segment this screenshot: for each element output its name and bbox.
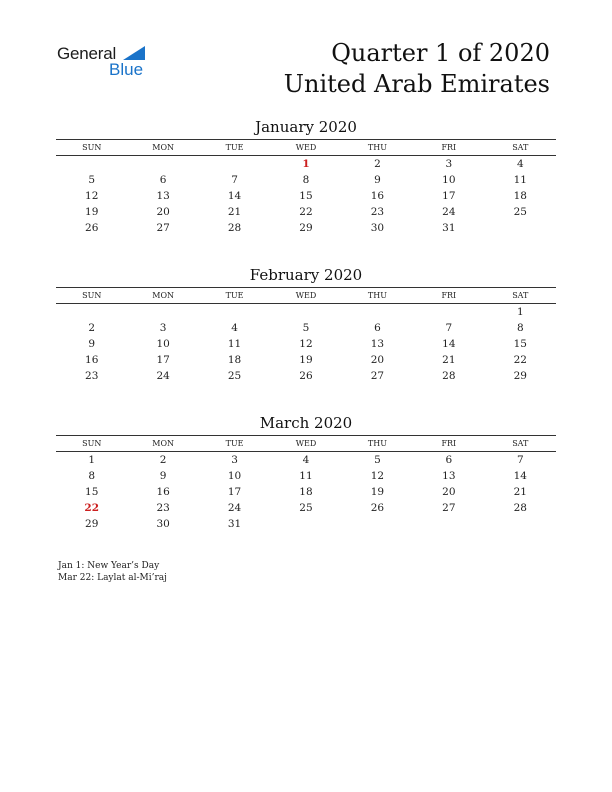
day-cell: 16: [85, 354, 99, 366]
week-row: [56, 204, 556, 220]
weekday-label: SUN: [82, 439, 102, 448]
day-cell: 15: [513, 338, 527, 350]
day-cell: 13: [442, 470, 456, 482]
weekday-label: SUN: [82, 291, 102, 300]
day-cell: 19: [85, 206, 99, 218]
day-cell: 17: [442, 190, 456, 202]
day-cell: 14: [442, 338, 456, 350]
holiday-notes: [58, 560, 167, 584]
empty-day-cell: [56, 156, 127, 172]
day-cell: 16: [156, 486, 170, 498]
month-grid: [56, 452, 556, 532]
day-cell: 7: [231, 174, 238, 186]
weekday-header: [56, 287, 556, 304]
day-cell: 30: [370, 222, 385, 234]
week-row: [56, 320, 556, 336]
title-quarter: Quarter 1 of 2020: [331, 39, 550, 67]
day-cell: 10: [156, 338, 170, 350]
weekday-label: TUE: [225, 291, 244, 300]
week-row: [56, 172, 556, 188]
day-cell: 24: [442, 206, 456, 218]
day-cell: 31: [227, 518, 242, 530]
week-row: [56, 484, 556, 500]
generalblue-logo: [57, 44, 157, 82]
day-cell: 4: [302, 454, 310, 466]
day-cell: 27: [442, 502, 456, 514]
weekday-label: FRI: [441, 291, 457, 300]
week-row: [56, 452, 556, 468]
day-cell: 3: [445, 158, 453, 170]
day-cell: 25: [299, 502, 313, 514]
day-cell: 29: [513, 370, 527, 382]
day-cell: 11: [299, 470, 313, 482]
day-cell: 22: [299, 206, 313, 218]
day-cell: 20: [370, 354, 385, 366]
day-cell: 13: [156, 190, 170, 202]
day-cell: 22: [513, 354, 527, 366]
day-cell: 14: [513, 470, 527, 482]
day-cell: 17: [156, 354, 170, 366]
day-cell: 18: [227, 354, 242, 366]
day-cell: 22: [84, 502, 100, 514]
day-cell: 12: [370, 470, 385, 482]
day-cell: 8: [88, 470, 96, 482]
day-cell: 11: [513, 174, 527, 186]
month-title: March 2020: [259, 414, 353, 432]
day-cell: 31: [442, 222, 456, 234]
day-cell: 29: [85, 518, 99, 530]
day-cell: 4: [516, 158, 524, 170]
day-cell: 27: [156, 222, 170, 234]
weekday-label: MON: [152, 291, 174, 300]
weekday-label: SUN: [82, 143, 102, 152]
weekday-label: MON: [152, 439, 174, 448]
day-cell: 28: [227, 222, 242, 234]
day-cell: 10: [442, 174, 456, 186]
day-cell: 9: [88, 338, 96, 350]
empty-day-cell: [413, 516, 484, 532]
page-title: [284, 38, 550, 100]
weekday-label: THU: [367, 143, 387, 152]
empty-day-cell: [342, 304, 413, 320]
weekday-label: THU: [367, 439, 387, 448]
day-cell: 25: [227, 370, 242, 382]
empty-day-cell: [485, 220, 556, 236]
day-cell: 1: [516, 306, 524, 318]
day-cell: 15: [299, 190, 313, 202]
logo-text-general: General: [57, 44, 117, 63]
weekday-label: WED: [295, 439, 317, 448]
week-row: [56, 516, 556, 532]
day-cell: 14: [227, 190, 242, 202]
day-cell: 20: [156, 206, 170, 218]
weekday-label: SAT: [512, 143, 529, 152]
day-cell: 23: [85, 370, 99, 382]
day-cell: 21: [227, 206, 242, 218]
weekday-label: FRI: [441, 143, 457, 152]
day-cell: 18: [513, 190, 527, 202]
day-cell: 20: [442, 486, 456, 498]
day-cell: 5: [374, 454, 381, 466]
weekday-label: TUE: [225, 143, 244, 152]
day-cell: 24: [156, 370, 170, 382]
empty-day-cell: [199, 156, 270, 172]
week-row: [56, 336, 556, 352]
day-cell: 2: [374, 158, 381, 170]
day-cell: 28: [442, 370, 456, 382]
empty-day-cell: [199, 304, 270, 320]
month-january: [56, 117, 556, 236]
weekday-label: FRI: [441, 439, 457, 448]
logo-triangle-icon: [123, 46, 145, 60]
weekday-label: SAT: [512, 291, 529, 300]
day-cell: 29: [299, 222, 313, 234]
day-cell: 18: [299, 486, 313, 498]
day-cell: 11: [227, 338, 242, 350]
empty-day-cell: [127, 156, 198, 172]
weekday-label: WED: [295, 291, 317, 300]
week-row: [56, 220, 556, 236]
day-cell: 26: [299, 370, 313, 382]
day-cell: 19: [299, 354, 313, 366]
day-cell: 1: [302, 158, 310, 170]
day-cell: 30: [156, 518, 170, 530]
day-cell: 7: [445, 322, 453, 334]
day-cell: 3: [231, 454, 238, 466]
day-cell: 17: [227, 486, 242, 498]
day-cell: 26: [370, 502, 385, 514]
day-cell: 2: [159, 454, 167, 466]
week-row: [56, 352, 556, 368]
day-cell: 3: [159, 322, 167, 334]
weekday-label: SAT: [512, 439, 529, 448]
empty-day-cell: [270, 304, 341, 320]
holiday-note: Jan 1: New Year’s Day: [58, 561, 160, 571]
week-row: [56, 188, 556, 204]
day-cell: 6: [159, 174, 167, 186]
day-cell: 9: [374, 174, 381, 186]
day-cell: 28: [513, 502, 527, 514]
weekday-label: TUE: [225, 439, 244, 448]
day-cell: 15: [85, 486, 99, 498]
day-cell: 5: [88, 174, 96, 186]
day-cell: 13: [370, 338, 385, 350]
week-row: [56, 468, 556, 484]
day-cell: 4: [231, 322, 238, 334]
day-cell: 6: [445, 454, 453, 466]
day-cell: 21: [442, 354, 456, 366]
title-country: United Arab Emirates: [283, 70, 550, 98]
logo-text-blue: Blue: [109, 60, 144, 79]
month-title: January 2020: [255, 118, 357, 136]
day-cell: 9: [159, 470, 167, 482]
month-title: February 2020: [249, 266, 363, 284]
empty-day-cell: [127, 304, 198, 320]
holiday-note: Mar 22: Laylat al-Mi’raj: [58, 573, 167, 583]
weekday-label: THU: [367, 291, 387, 300]
week-row: [56, 156, 556, 172]
empty-day-cell: [485, 516, 556, 532]
day-cell: 2: [88, 322, 96, 334]
month-grid: [56, 156, 556, 236]
weekday-label: WED: [295, 143, 317, 152]
empty-day-cell: [413, 304, 484, 320]
day-cell: 8: [302, 174, 310, 186]
weekday-header: [56, 139, 556, 156]
day-cell: 10: [227, 470, 242, 482]
day-cell: 1: [88, 454, 96, 466]
day-cell: 21: [513, 486, 527, 498]
day-cell: 12: [85, 190, 99, 202]
month-february: [56, 265, 556, 384]
day-cell: 5: [302, 322, 310, 334]
weekday-label: MON: [152, 143, 174, 152]
day-cell: 26: [85, 222, 99, 234]
day-cell: 24: [227, 502, 242, 514]
day-cell: 19: [370, 486, 385, 498]
day-cell: 7: [516, 454, 524, 466]
day-cell: 12: [299, 338, 313, 350]
week-row: [56, 500, 556, 516]
empty-day-cell: [56, 304, 127, 320]
day-cell: 8: [516, 322, 524, 334]
week-row: [56, 368, 556, 384]
day-cell: 27: [370, 370, 385, 382]
day-cell: 16: [370, 190, 385, 202]
day-cell: 23: [370, 206, 385, 218]
day-cell: 25: [513, 206, 527, 218]
day-cell: 23: [156, 502, 170, 514]
empty-day-cell: [270, 516, 341, 532]
month-grid: [56, 304, 556, 384]
weekday-header: [56, 435, 556, 452]
empty-day-cell: [342, 516, 413, 532]
day-cell: 6: [374, 322, 381, 334]
month-march: [56, 413, 556, 532]
week-row: [56, 304, 556, 320]
